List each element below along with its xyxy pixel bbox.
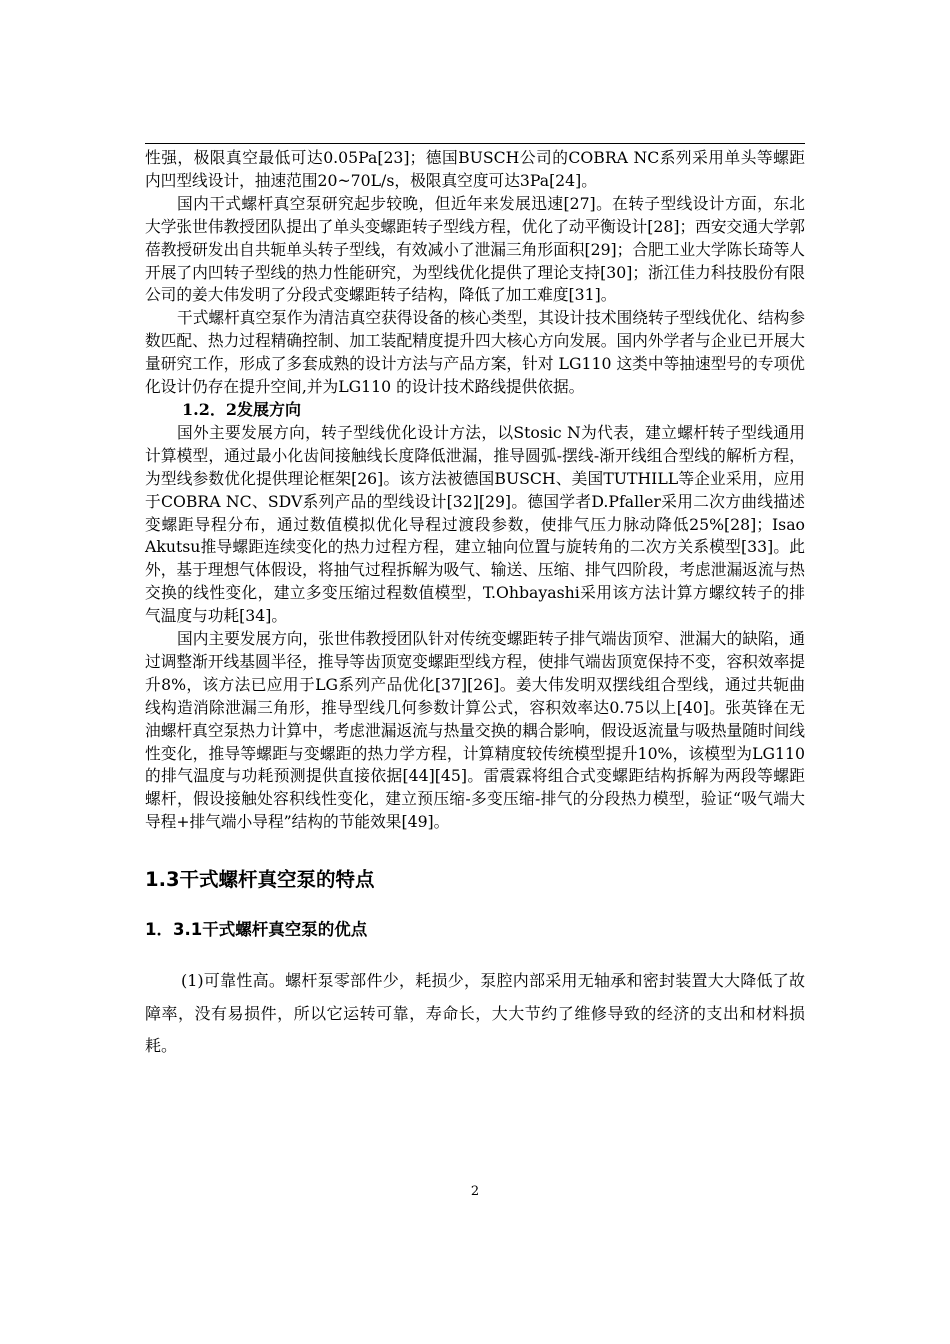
body-paragraph: (1)可靠性高。螺杆泵零部件少，耗损少，泵腔内部采用无轴承和密封装置大大降低了故障率，没有易损件，所以它运转可靠，寿命长，大大节约了维修导致的经济的支出和材料损耗。 — [145, 971, 805, 1056]
header-rule — [145, 143, 805, 144]
body-paragraph: 干式螺杆真空泵作为清洁真空获得设备的核心类型，其设计技术围绕转子型线优化、结构参数匹配、热力过程精确控制、加工装配精度提升四大核心方向发展。国内外学者与企业已开展大量研究工作，形成了多套成熟的设计方法与产品方案，针对 LG110 这类中等抽速型号的专项优化设计仍存在提升空间,并为LG110 的设计技术路线提供依据。 — [145, 308, 805, 397]
page-body — [145, 147, 805, 1063]
page-number: 2 — [470, 1184, 480, 1199]
body-paragraph: 国内主要发展方向，张世伟教授团队针对传统变螺距转子排气端齿顶窄、泄漏大的缺陷，通过调整渐开线基圆半径，推导等齿顶宽变螺距型线方程，使排气端齿顶宽保持不变，容积效率提升8%，该方法已应用于LG系列产品优化[37][26]。姜大伟发明双摆线组合型线，通过共轭曲线构造消除泄漏三角形，推导型线几何参数计算公式，容积效率达0.75以上[40]。张英锋在无油螺杆真空泵热力计算中，考虑泄漏返流与热量交换的耦合影响，假设返流量与吸热量随时间线性变化，推导等螺距与变螺距的热力学方程，计算精度较传统模型提升10%，该模型为LG110的排气温度与功耗预测提供直接依据[44][45]。雷震霖将组合式变螺距结构拆解为两段等螺距螺杆，假设接触处容积线性变化，建立预压缩-多变压缩-排气的分段热力模型，验证“吸气端大导程+排气端小导程”结构的节能效果[49]。 — [145, 629, 805, 832]
subsection-heading: 1．3.1干式螺杆真空泵的优点 — [145, 920, 368, 940]
section-heading: 1.2．2发展方向 — [182, 399, 301, 419]
body-paragraph: 国内干式螺杆真空泵研究起步较晚，但近年来发展迅速[27]。在转子型线设计方面，东北大学张世伟教授团队提出了单头变螺距转子型线方程，优化了动平衡设计[28]；西安交通大学郭蓓教授研发出自共轭单头转子型线，有效减小了泄漏三角形面积[29]；合肥工业大学陈长琦等人开展了内凹转子型线的热力性能研究，为型线优化提供了理论支持[30]；浙江佳力科技股份有限公司的姜大伟发明了分段式变螺距转子结构，降低了加工难度[31]。 — [145, 193, 805, 305]
chapter-heading: 1.3干式螺杆真空泵的特点 — [145, 868, 375, 892]
body-paragraph: 性强，极限真空最低可达0.05Pa[23]；德国BUSCH公司的COBRA NC系列采用单头等螺距内凹型线设计，抽速范围20~70L/s，极限真空度可达3Pa[24]。 — [145, 148, 805, 190]
body-paragraph: 国外主要发展方向，转子型线优化设计方法，以Stosic N为代表，建立螺杆转子型线通用计算模型，通过最小化齿间接触线长度降低泄漏，推导圆弧-摆线-渐开线组合型线的解析方程，为型线参数优化提供理论框架[26]。该方法被德国BUSCH、美国TUTHILL等企业采用，应用于COBRA NC、SDV系列产品的型线设计[32][29]。德国学者D.Pfaller采用二次方曲线描述变螺距导程分布，通过数值模拟优化导程过渡段参数，使排气压力脉动降低25%[28]；Isao Akutsu推导螺距连续变化的热力过程方程，建立轴向位置与旋转角的二次方关系模型[33]。此外，基于理想气体假设，将抽气过程拆解为吸气、输送、压缩、排气四阶段，考虑泄漏返流与热交换的线性变化，建立多变压缩过程数值模型，T.Ohbayashi采用该方法计算方螺纹转子的排气温度与功耗[34]。 — [145, 422, 805, 626]
